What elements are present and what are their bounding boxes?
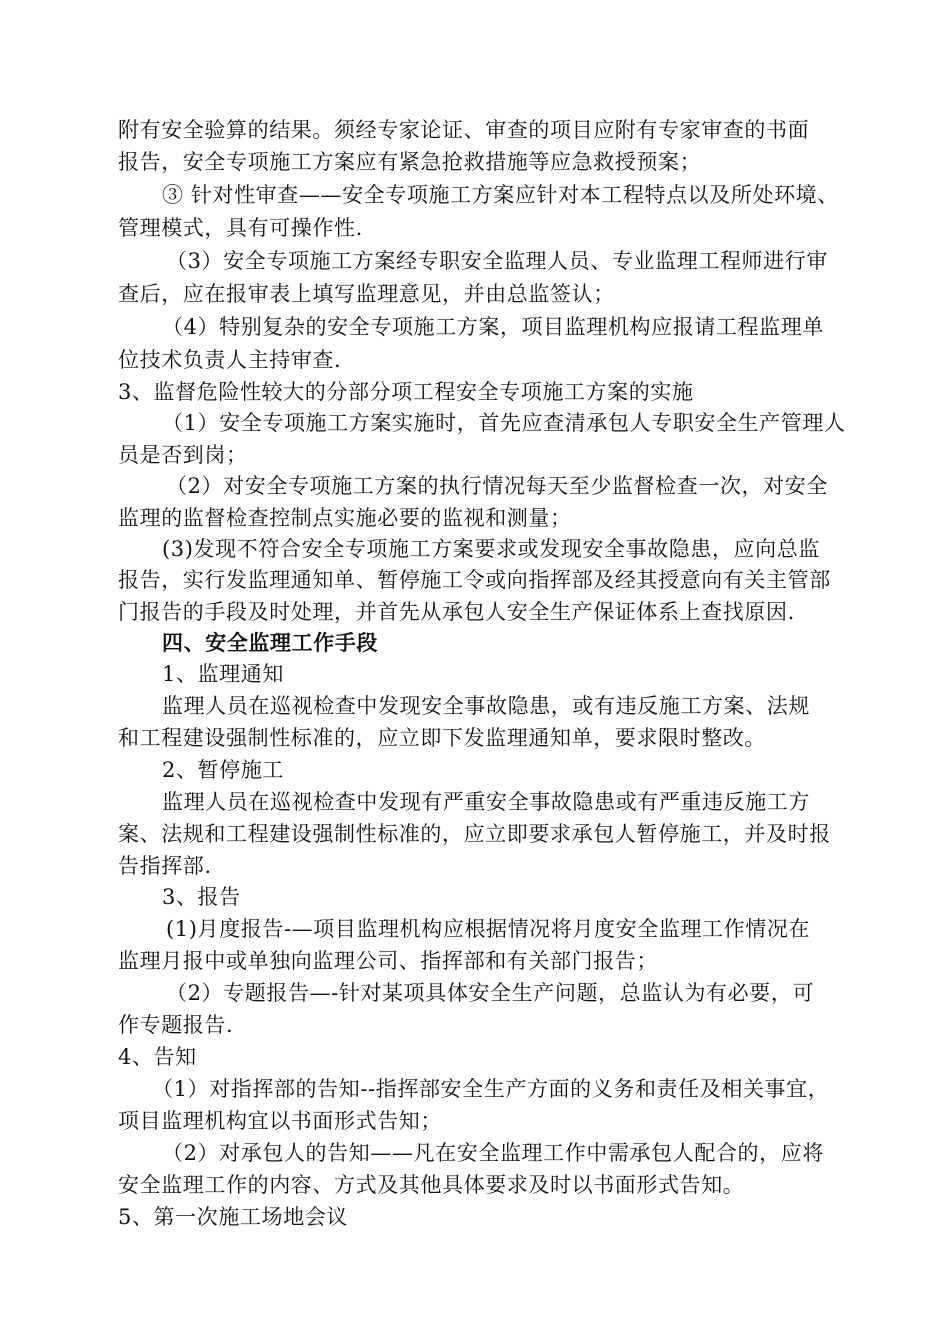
text-line: 门报告的手段及时处理，并首先从承包人安全生产保证体系上查找原因. xyxy=(118,600,795,624)
text-line: 报告，实行发监理通知单、暂停施工令或向指挥部及经其授意向有关主管部 xyxy=(118,568,831,592)
text-line: （2）专题报告—-针对某项具体安全生产问题，总监认为有必要，可 xyxy=(166,981,815,1005)
section-heading: 3、监督危险性较大的分部分项工程安全专项施工方案的实施 xyxy=(118,380,694,404)
text-line: 作专题报告. xyxy=(118,1013,234,1037)
text-line: (1)月度报告-—项目监理机构应根据情况将月度安全监理工作情况在 xyxy=(166,917,811,941)
section-heading: 5、第一次施工场地会议 xyxy=(118,1205,348,1229)
subsection-heading: 2、暂停施工 xyxy=(162,758,284,782)
text-line: 监理月报中或单独向监理公司、指挥部和有关部门报告； xyxy=(118,949,658,973)
text-line: （2）对承包人的告知——凡在安全监理工作中需承包人配合的，应将 xyxy=(162,1141,824,1165)
text-line: （4）特别复杂的安全专项施工方案，项目监理机构应报请工程监理单 xyxy=(162,315,824,339)
text-line: 项目监理机构宜以书面形式告知； xyxy=(118,1109,442,1133)
text-line: (3)发现不符合安全专项施工方案要求或发现安全事故隐患，应向总监 xyxy=(162,537,820,561)
text-line: 告指挥部. xyxy=(118,854,212,878)
text-line: 管理模式，具有可操作性. xyxy=(118,216,363,240)
subsection-heading: 1、监理通知 xyxy=(162,662,284,686)
text-line: 附有安全验算的结果。须经专家论证、审查的项目应附有专家审查的书面 xyxy=(118,118,810,142)
text-line: 和工程建设强制性标准的，应立即下发监理通知单，要求限时整改。 xyxy=(118,726,766,750)
text-line: 案、法规和工程建设强制性标准的，应立即要求承包人暂停施工，并及时报 xyxy=(118,822,831,846)
text-line: 员是否到岗； xyxy=(118,443,248,467)
text-line: 监理的监督检查控制点实施必要的监视和测量； xyxy=(118,506,572,530)
text-line: 位技术负责人主持审查. xyxy=(118,348,342,372)
text-line: （1）安全专项施工方案实施时，首先应查清承包人专职安全生产管理人 xyxy=(162,411,846,435)
text-line: （3）安全专项施工方案经专职安全监理人员、专业监理工程师进行审 xyxy=(166,249,828,273)
text-line: 查后，应在报审表上填写监理意见，并由总监签认； xyxy=(118,282,615,306)
text-line: （1）对指挥部的告知--指挥部安全生产方面的义务和责任及相关事宜， xyxy=(152,1077,830,1101)
section-heading: 4、告知 xyxy=(118,1045,197,1069)
text-line: 安全监理工作的内容、方式及其他具体要求及时以书面形式告知。 xyxy=(118,1173,745,1197)
section-heading: 四、安全监理工作手段 xyxy=(162,630,378,655)
text-line: 监理人员在巡视检查中发现安全事故隐患，或有违反施工方案、法规 xyxy=(162,694,810,718)
text-line: 监理人员在巡视检查中发现有严重安全事故隐患或有严重违反施工方 xyxy=(162,790,810,814)
text-line: （2）对安全专项施工方案的执行情况每天至少监督检查一次，对安全 xyxy=(166,474,828,498)
text-line: ③ 针对性审查——安全专项施工方案应针对本工程特点以及所处环境、 xyxy=(162,183,839,207)
subsection-heading: 3、报告 xyxy=(162,885,241,909)
text-line: 报告，安全专项施工方案应有紧急抢救措施等应急救授预案； xyxy=(118,150,702,174)
